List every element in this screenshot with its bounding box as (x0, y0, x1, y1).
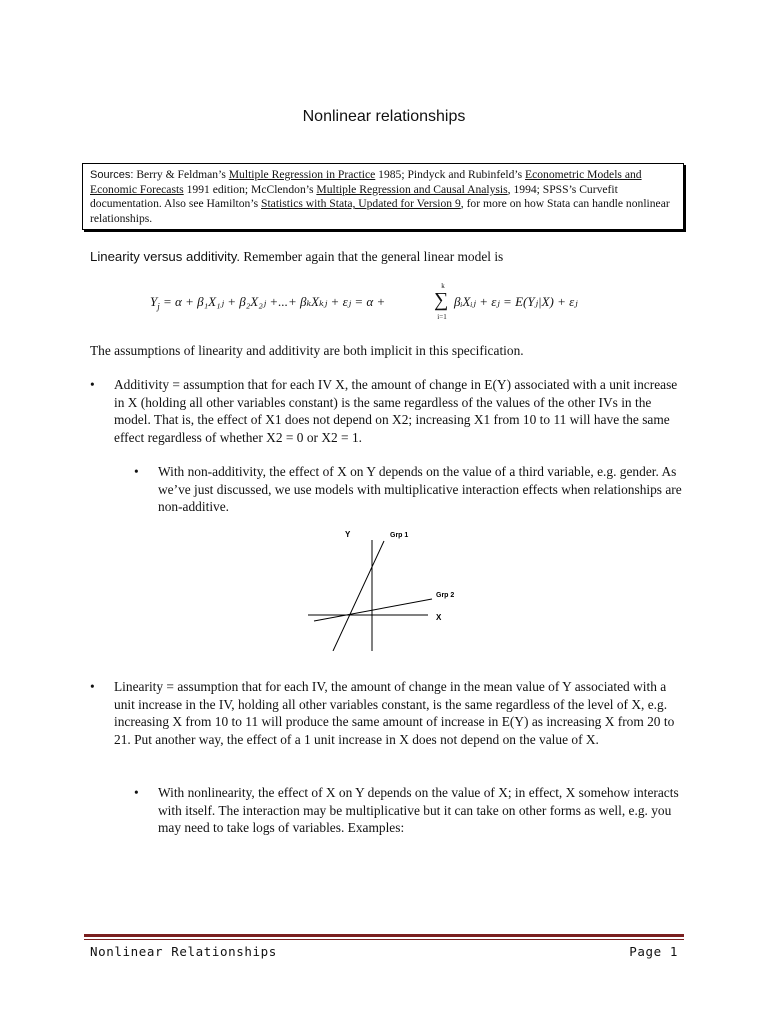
footer-title: Nonlinear Relationships (90, 944, 277, 959)
grp1-label: Grp 1 (390, 532, 409, 539)
sources-text-1: Berry & Feldman’s (133, 168, 229, 181)
linearity-text: Linearity = assumption that for each IV, the amount of change in the mean value of Y associated with a unit increase in the IV, holding all other variables constant, is the same regardless of the level of X, e.g. increasing X from 10 to 11 will produce the same amount of increase in E(Y) as increasing X from 20 to 21. Put another way, the effect of a 1 unit increase in X does not depend on the value of X. (114, 679, 675, 747)
sources-text-4: , 1994; SPSS’s Curvefit documentation. Also see Hamilton’s (90, 182, 618, 211)
page-number: Page 1 (629, 944, 678, 959)
grp2-label: Grp 2 (436, 592, 455, 599)
bullet-symbol: • (90, 679, 95, 694)
sources-text-2: 1985; Pindyck and Rubinfeld’s (375, 168, 526, 181)
nonlinearity-text: With nonlinearity, the effect of X on Y depends on the value of X; in effect, X somehow interacts with itself. The interaction may be multiplicative but it can take on other forms as well, e.g. you may need to take logs of variables. Examples: (158, 785, 679, 836)
sources-label: Sources: (90, 169, 134, 181)
sum-lower-limit: i=1 (437, 313, 447, 321)
equation-terms: = α + β₁X₁ⱼ + β₂X₂ⱼ +...+ βₖXₖⱼ + εⱼ = α + (163, 294, 386, 309)
equation-lhs: Y (150, 294, 158, 309)
page-title: Nonlinear relationships (302, 108, 466, 125)
section-heading: Linearity versus additivity. (90, 249, 241, 264)
sub-bullet-symbol: • (134, 785, 139, 800)
summation-symbol: ∑ (434, 289, 449, 311)
sources-link-berry-feldman: Multiple Regression in Practice (228, 168, 376, 181)
equation-lhs-subscript: j (157, 301, 160, 312)
grp1-line (333, 541, 384, 651)
grp2-line (314, 599, 432, 621)
equation-rhs: βᵢXᵢⱼ + εⱼ = E(Yⱼ|X) + εⱼ (454, 294, 578, 309)
intro-text: Remember again that the general linear model is (240, 249, 504, 264)
footer-rule-thin (84, 939, 684, 940)
assumptions-paragraph: The assumptions of linearity and additivity are both implicit in this specification. (90, 343, 524, 358)
sources-box (82, 163, 684, 230)
sources-link-hamilton: Statistics with Stata, Updated for Version 9 (261, 197, 461, 211)
bullet-symbol: • (90, 377, 95, 392)
x-axis-label: X (436, 613, 442, 622)
sub-bullet-symbol: • (134, 464, 139, 479)
sources-link-mcclendon: Multiple Regression and Causal Analysis (316, 182, 508, 196)
sources-text-3: 1991 edition; McClendon’s (183, 182, 317, 196)
sources-text-5: , for more on how Stata can handle nonlinear relationships. (90, 197, 670, 225)
footer-rule (84, 934, 684, 937)
y-axis-label: Y (345, 530, 351, 539)
sources-link-pindyck: Econometric Models and Economic Forecasts (90, 168, 642, 196)
linear-model-equation (150, 282, 670, 326)
intro-paragraph (90, 248, 690, 266)
interaction-diagram (300, 526, 470, 651)
sum-upper-limit: k (441, 282, 445, 290)
additivity-text: Additivity = assumption that for each IV X, the amount of change in E(Y) associated with a unit increase in X (holding all other variables constant) is the same regardless of the values of the other IVs in the model. That is, the effect of X1 does not depend on X2; increasing X1 from 10 to 11 will have the same effect regardless of whether X2 = 0 or X2 = 1. (114, 377, 678, 445)
non-additivity-text: With non-additivity, the effect of X on Y depends on the value of a third variable, e.g. gender. As we’ve just discussed, we use models with multiplicative interaction effects when relationships are non-additive. (158, 464, 682, 515)
